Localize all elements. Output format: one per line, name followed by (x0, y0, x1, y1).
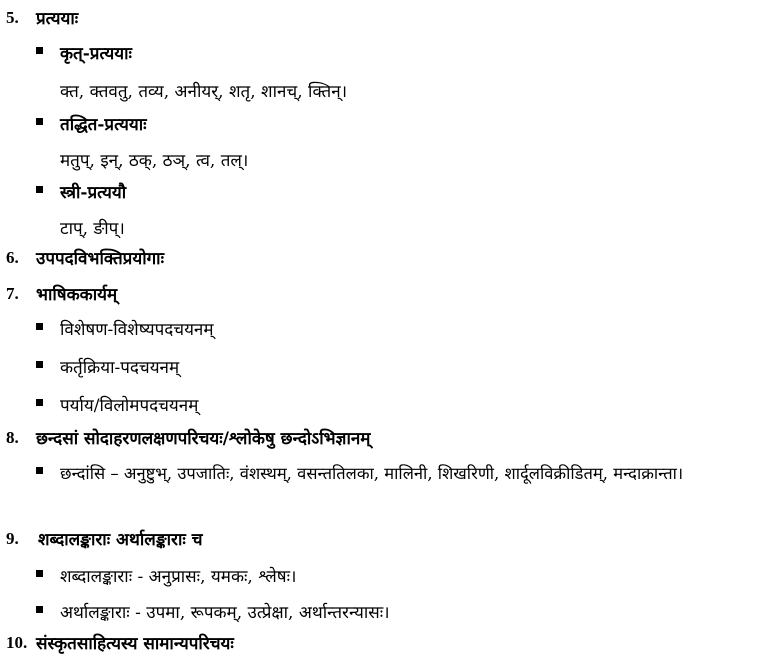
bullet-icon (36, 47, 43, 54)
list-item: पर्याय/विलोमपदचयनम् (60, 396, 199, 416)
bullet-icon (36, 323, 43, 330)
section-number: 10. (6, 633, 28, 652)
list-item: विशेषण-विशेष्यपदचयनम् (60, 320, 214, 340)
section-title: शब्दालङ्काराः अर्थालङ्काराः च (38, 530, 203, 550)
list-item: छन्दांसि – अनुष्टुभ्, उपजातिः, वंशस्थम्, वसन्ततिलका, मालिनी, शिखरिणी, शार्दूलविक्रीडितम्, मन्दाक्रान्ता। (60, 464, 684, 483)
subsection-items-taddhita: मतुप्, इन्, ठक्, ठञ्, त्व, तल्। (60, 151, 249, 171)
section-number: 5. (6, 8, 19, 27)
section-title: प्रत्ययाः (36, 9, 79, 29)
bullet-icon (36, 467, 43, 474)
list-item: शब्दालङ्काराः - अनुप्रासः, यमकः, श्लेषः। (60, 567, 297, 587)
bullet-icon (36, 570, 43, 577)
section-number: 7. (6, 284, 19, 303)
list-item: कर्तृक्रिया-पदचयनम् (60, 358, 180, 378)
subsection-title-krit: कृत्-प्रत्ययाः (60, 44, 132, 64)
subsection-title-taddhita: तद्धित-प्रत्ययाः (60, 115, 147, 135)
section-number: 6. (6, 248, 19, 267)
bullet-icon (36, 361, 43, 368)
bullet-icon (36, 118, 43, 125)
section-number: 8. (6, 428, 19, 447)
section-title: उपपदविभक्तिप्रयोगाः (36, 249, 165, 269)
bullet-icon (36, 606, 43, 613)
subsection-title-stri: स्त्री-प्रत्ययौ (60, 183, 127, 203)
section-number: 9. (6, 529, 19, 548)
bullet-icon (36, 186, 43, 193)
subsection-items-stri: टाप्, ङीप्। (60, 219, 125, 239)
bullet-icon (36, 399, 43, 406)
section-title: संस्कृतसाहित्यस्य सामान्यपरिचयः (36, 634, 234, 654)
subsection-items-krit: क्त, क्तवतु, तव्य, अनीयर्, शतृ, शानच्, क्तिन्। (60, 82, 348, 102)
section-title: छन्दसां सोदाहरणलक्षणपरिचयः/श्लोकेषु छन्दोऽभिज्ञानम् (36, 429, 371, 449)
list-item: अर्थालङ्काराः - उपमा, रूपकम्, उत्प्रेक्षा, अर्थान्तरन्यासः। (60, 603, 390, 623)
section-title: भाषिककार्यम् (36, 285, 118, 305)
